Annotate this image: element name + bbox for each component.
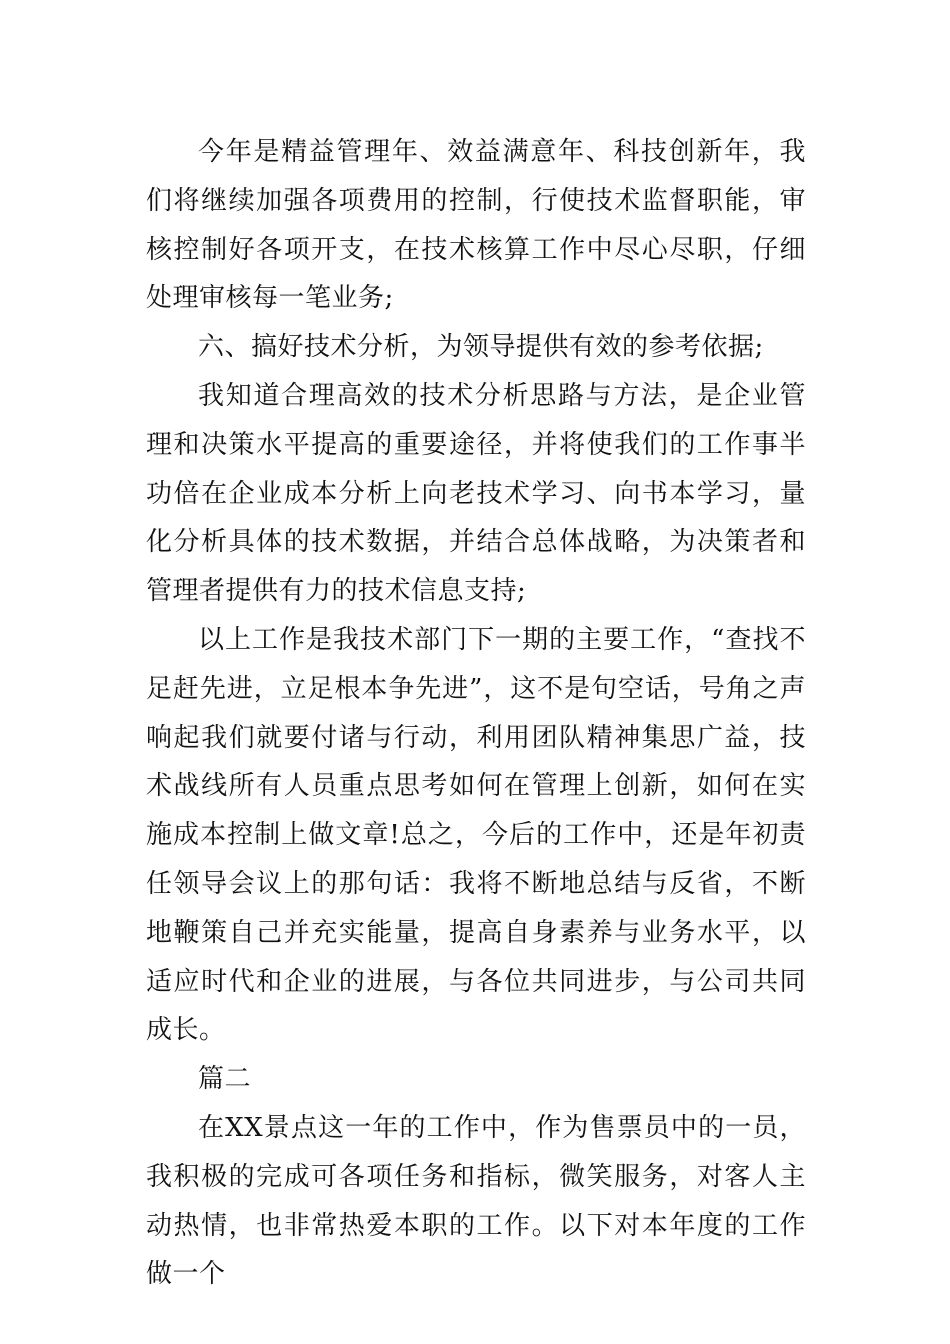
paragraph-cost-control: 今年是精益管理年、效益满意年、科技创新年，我们将继续加强各项费用的控制，行使技术监督职能，审核控制好各项开支，在技术核算工作中尽心尽职，仔细处理审核每一笔业务; [146, 137, 806, 314]
paragraph-technical-analysis: 我知道合理高效的技术分析思路与方法，是企业管理和决策水平提高的重要途径，并将使我们的工作事半功倍在企业成本分析上向老技术学习、向书本学习，量化分析具体的技术数据，并结合总体战略，为决策者和管理者提供有力的技术信息支持; [146, 380, 806, 607]
section-heading-technical-analysis: 六、搞好技术分析，为领导提供有效的参考依据; [198, 332, 764, 363]
paragraph-ticket-seller: 在XX景点这一年的工作中，作为售票员中的一员，我积极的完成可各项任务和指标，微笑服务，对客人主动热情，也非常热爱本职的工作。以下对本年度的工作做一个 [146, 1112, 806, 1290]
document-body [146, 128, 806, 1299]
section-heading-part-two: 篇二 [198, 1064, 252, 1095]
paragraph-summary: 以上工作是我技术部门下一期的主要工作，“查找不足赶先进，立足根本争先进”，这不是句空话，号角之声响起我们就要付诸与行动，利用团队精神集思广益，技术战线所有人员重点思考如何在管理上创新，如何在实施成本控制上做文章!总之，今后的工作中，还是年初责任领导会议上的那句话：我将不断地总结与反省，不断地鞭策自己并充实能量，提高自身素养与业务水平，以适应时代和企业的进展，与各位共同进步，与公司共同成长。 [146, 624, 806, 1046]
